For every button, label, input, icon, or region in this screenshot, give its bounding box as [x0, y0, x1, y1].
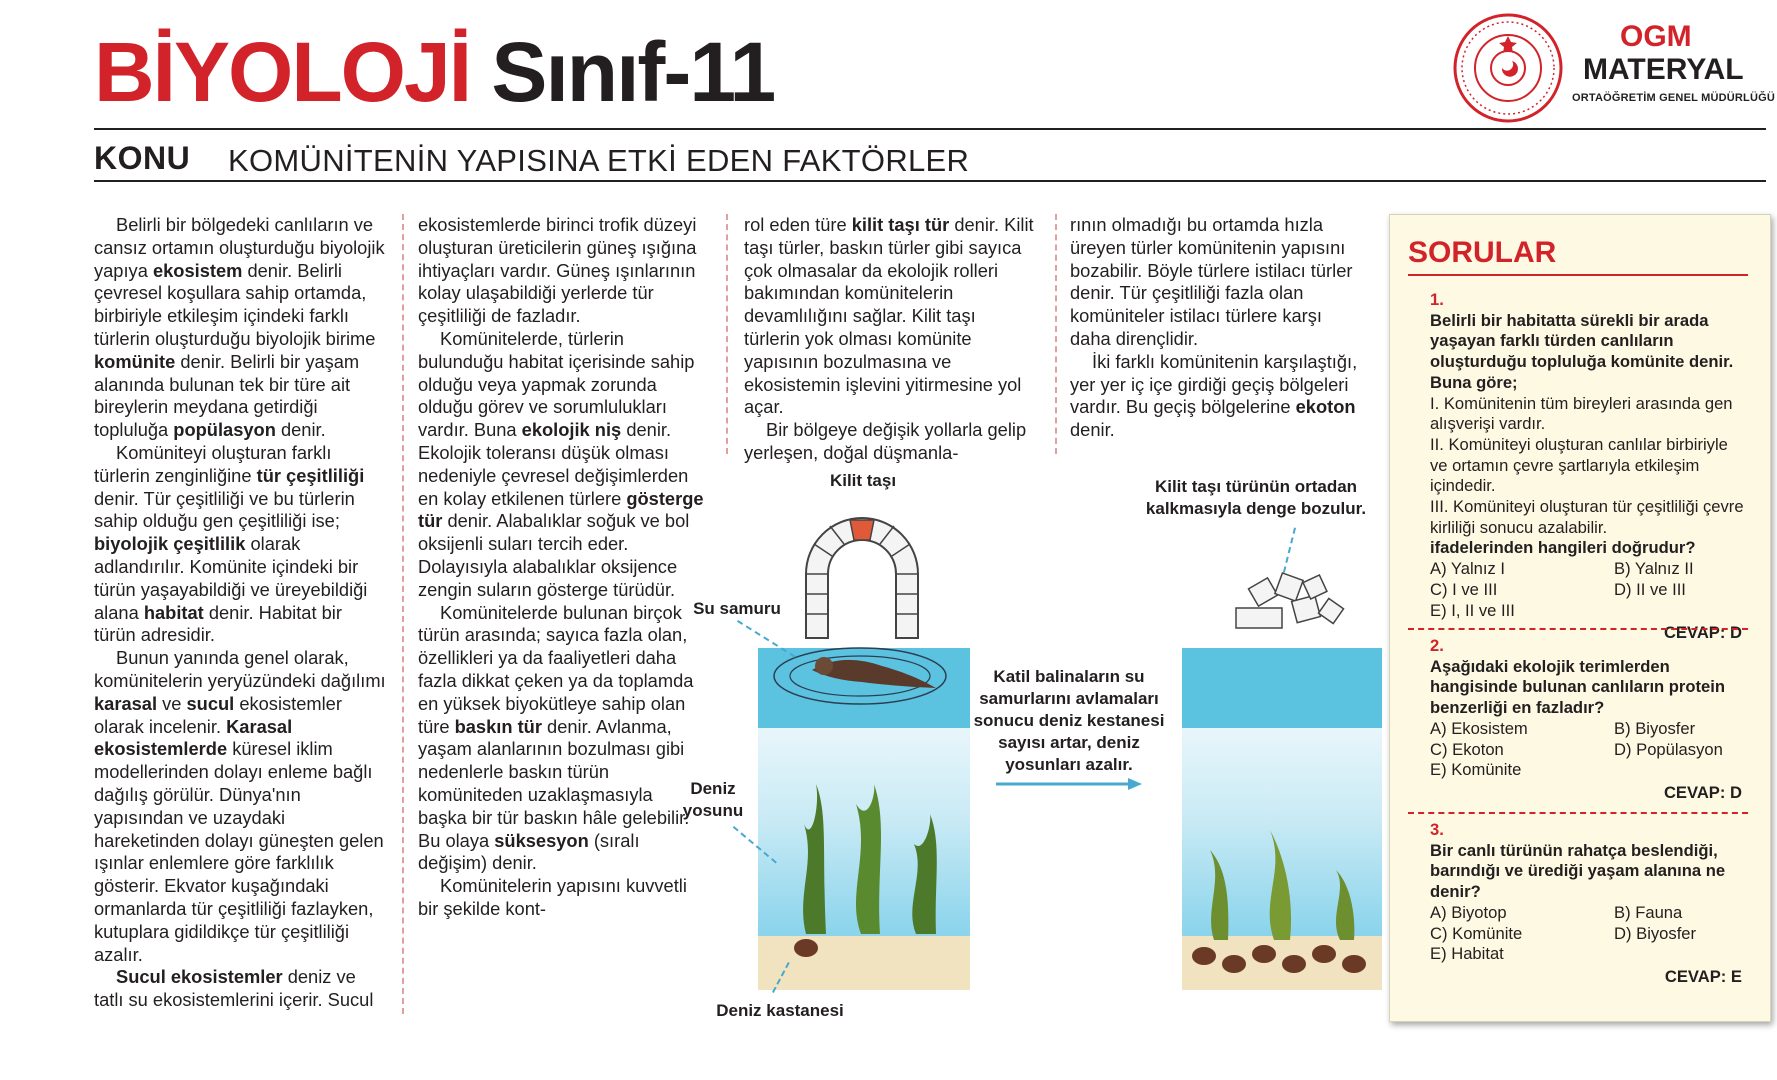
- answer-options: [1408, 719, 1750, 781]
- answer-options: [1408, 559, 1750, 621]
- right-caption: [1126, 476, 1386, 520]
- seaweed-label-line1: Deniz: [690, 779, 736, 798]
- otter-label: Su samuru: [693, 599, 781, 618]
- sea-urchin-icon: [776, 930, 836, 960]
- key-term: baskın tür: [454, 715, 542, 737]
- question-statement: III. Komüniteyi oluşturan tür çeşitliliği çevre kirliliği sonucu azalabilir.: [1430, 497, 1744, 537]
- title-subject: BİYOLOJİ: [94, 25, 471, 119]
- key-term: karasal: [94, 692, 158, 714]
- answer-key: CEVAP: D: [1663, 782, 1742, 802]
- body-paragraph: Belirli bir bölgedeki canlıların ve cansız ortamın oluşturduğu biyolojik yapıya ekosistem denir. Belirli çevresel koşullara sahip ortamda, birbiriyle etkileşim içindeki farklı türlerin oluşturduğu biyolojik birime komünite denir. Belirli bir yaşam alanında bulunan tek bir türe ait bireylerin meydana getirdiği topluluğa popülasyon denir.: [94, 214, 385, 441]
- option-c[interactable]: C) I ve III: [1430, 579, 1498, 599]
- option-e[interactable]: E) I, II ve III: [1430, 600, 1515, 620]
- header-rule-top: [94, 128, 1766, 130]
- middle-caption-line3: sonucu deniz kestanesi: [973, 711, 1165, 730]
- key-term: sucul: [186, 692, 235, 714]
- column-divider: [726, 214, 728, 454]
- title-grade: Sınıf-11: [491, 25, 775, 119]
- body-paragraph: Komüniteyi oluşturan farklı türlerin zenginliğine tür çeşitliliği denir. Tür çeşitliliği ve bu türlerin sahip olduğu gen çeşitliliği ise; biyolojik çeşitlilik olarak adlandırılır. Komünite içindeki bir türün yaşayabildiği ve üreyebildiği alana habitat denir. Habitat bir türün adresidir.: [94, 441, 368, 646]
- topic-label: KONU: [94, 140, 191, 176]
- header-rule-bottom: [94, 180, 1766, 182]
- stone-arch-icon: [800, 508, 924, 640]
- body-paragraph: rol eden türe kilit taşı tür denir. Kilit taşı türler, baskın türler gibi sayıca çok olmasalar da ekolojik rolleri bakımından komünitelerin devamlılığını sağlar. Kilit taşı türlerin yok olması komünite yapısının bozulmasına ve ekosistemin işlevini yitirmesine yol açar.: [744, 214, 1034, 418]
- page-title: [94, 25, 775, 119]
- text-column-3: [744, 214, 1034, 465]
- body-paragraph: rının olmadığı bu ortamda hızla üreyen türler komünitenin yapısını bozabilir. Böyle türlere istilacı türler denir. Tür çeşitliliği fazla olan komüniteler istilacı türlere karşı daha dirençlidir.: [1070, 214, 1353, 349]
- ministry-seal-icon: [1452, 12, 1564, 124]
- key-term: gösterge tür: [418, 487, 704, 532]
- body-paragraph: ekosistemlerde birinci trofik düzeyi oluşturan üreticilerin güneş ışığına ihtiyaçları vardır. Güneş ışınlarının kolay ulaşabildiği yerlerde tür çeşitliliği de fazladır.: [418, 214, 697, 327]
- keystone-label: Kilit taşı: [829, 471, 897, 490]
- question-3: [1408, 820, 1750, 988]
- key-term: habitat: [143, 601, 204, 623]
- question-divider: [1408, 812, 1748, 814]
- question-stem: Aşağıdaki ekolojik terimlerden hangisinde bulunan canlıların protein benzerliği en fazladır?: [1430, 656, 1726, 718]
- question-number: 1.: [1430, 290, 1444, 309]
- option-b[interactable]: B) Fauna: [1614, 902, 1683, 922]
- questions-title: SORULAR: [1408, 236, 1557, 269]
- question-1: [1408, 290, 1750, 644]
- key-term: ekolojik niş: [521, 419, 622, 441]
- option-d[interactable]: D) II ve III: [1614, 579, 1686, 599]
- body-paragraph: Komünitelerin yapısını kuvvetli bir şekilde kont-: [418, 875, 687, 919]
- key-term: Sucul ekosistemler: [116, 966, 283, 988]
- tank-right-surface: [1182, 648, 1382, 728]
- option-a[interactable]: A) Yalnız I: [1430, 559, 1506, 579]
- key-term: komünite: [94, 350, 176, 372]
- question-divider: [1408, 628, 1748, 630]
- option-c[interactable]: C) Komünite: [1430, 923, 1523, 943]
- question-statement: II. Komüniteyi oluşturan canlılar birbiriyle ve ortamın çevre şartlarıyla etkileşim içindedir.: [1430, 434, 1728, 496]
- question-number: 3.: [1430, 820, 1444, 839]
- question-stem: Bir canlı türünün rahatça beslendiği, barındığı ve ürediği yaşam alanına ne denir?: [1430, 840, 1726, 902]
- question-stem-end: ifadelerinden hangileri doğrudur?: [1430, 538, 1696, 558]
- question-2: [1408, 636, 1750, 804]
- question-number: 2.: [1430, 636, 1444, 655]
- middle-caption: [968, 666, 1170, 776]
- topic-title: KOMÜNİTENİN YAPISINA ETKİ EDEN FAKTÖRLER: [228, 143, 970, 178]
- body-paragraph: İki farklı komünitenin karşılaştığı, yer yer iç içe girdiği geçiş bölgeleri vardır. Bu geçiş bölgelerine ekoton denir.: [1070, 350, 1358, 441]
- seaweed-dense-icon: [776, 784, 956, 934]
- key-term: ekoton: [1295, 396, 1356, 418]
- body-paragraph: Sucul ekosistemler deniz ve tatlı su ekosistemlerini içerir. Sucul: [94, 966, 374, 1011]
- question-stem: Belirli bir habitatta sürekli bir arada yaşayan farklı türden canlıların oluşturduğu topluluğa komünite denir. Buna göre;: [1430, 310, 1734, 392]
- key-term: popülasyon: [173, 419, 276, 441]
- right-arrow-icon: [994, 776, 1144, 792]
- body-paragraph: Komünitelerde, türlerin bulunduğu habitat içerisinde sahip olduğu veya yapmak zorunda olduğu görev ve sorumlulukları vardır. Buna ekolojik niş denir. Ekolojik toleransı düşük olması nedeniyle çevresel değişimlerden en kolay etkilenen türlere gösterge tür denir. Alabalıklar soğuk ve bol oksijenli suları tercih eder. Dolayısıyla alabalıklar oksijence zengin suların gösterge türüdür.: [418, 327, 704, 600]
- seaweed-sparse-icon: [1190, 830, 1376, 940]
- sea-urchins-many-icon: [1186, 936, 1378, 980]
- option-e[interactable]: E) Habitat: [1430, 944, 1504, 964]
- option-e[interactable]: E) Komünite: [1430, 760, 1522, 780]
- option-b[interactable]: B) Biyosfer: [1614, 718, 1696, 738]
- sea-otter-icon: [772, 646, 948, 706]
- option-d[interactable]: D) Popülasyon: [1614, 739, 1723, 759]
- key-term: süksesyon: [494, 829, 589, 851]
- option-a[interactable]: A) Ekosistem: [1430, 718, 1528, 738]
- middle-caption-line1: Katil balinaların su: [993, 667, 1145, 686]
- key-term: biyolojik çeşitlilik: [94, 533, 246, 555]
- answer-key: CEVAP: E: [1664, 966, 1742, 986]
- column-divider: [1055, 214, 1057, 454]
- logo-subtitle: ORTAÖĞRETİM GENEL MÜDÜRLÜĞÜ: [1572, 92, 1775, 104]
- middle-caption-line5: yosunları azalır.: [1005, 755, 1133, 774]
- option-c[interactable]: C) Ekoton: [1430, 739, 1504, 759]
- option-d[interactable]: D) Biyosfer: [1614, 923, 1697, 943]
- question-statement: I. Komünitenin tüm bireyleri arasında gen alışverişi vardır.: [1430, 393, 1733, 434]
- collapsed-stones-icon: [1232, 568, 1350, 632]
- text-column-4: [1070, 214, 1362, 442]
- answer-options: [1408, 903, 1750, 965]
- middle-caption-line2: samurlarını avlamaları: [979, 689, 1159, 708]
- column-divider: [402, 214, 404, 1014]
- option-b[interactable]: B) Yalnız II: [1614, 559, 1694, 579]
- key-term: kilit taşı tür: [851, 214, 950, 235]
- seaweed-label: [676, 778, 750, 822]
- urchin-label: Deniz kastanesi: [716, 1001, 844, 1020]
- right-caption-line1: Kilit taşı türünün ortadan: [1154, 477, 1358, 496]
- body-paragraph: Bir bölgeye değişik yollarla gelip yerleşen, doğal düşmanla-: [744, 419, 1027, 463]
- seaweed-label-line2: yosunu: [682, 801, 744, 820]
- key-term: ekosistem: [152, 259, 243, 281]
- text-column-1: [94, 214, 386, 1012]
- body-paragraph: Bunun yanında genel olarak, komünitelerin yeryüzündeki dağılımı karasal ve sucul ekosistemler olarak incelenir. Karasal ekosistemlerde küresel iklim modellerinden dolayı enleme bağlı dağılış görülür. Dünya'nın yapısından ve uzaydaki hareketinden dolayı güneşten gelen ışınlar enlemlere göre farklılık gösterir. Ekvator kuşağındaki ormanlarda tür çeşitliliği fazlayken, kutuplara gidildikçe tür çeşitliliği azalır.: [94, 647, 386, 965]
- right-caption-line2: kalkmasıyla denge bozulur.: [1145, 499, 1367, 518]
- questions-title-rule: [1408, 274, 1748, 276]
- middle-caption-line4: sayısı artar, deniz: [998, 733, 1140, 752]
- text-column-2: [418, 214, 706, 921]
- logo-materyal-text: MATERYAL: [1583, 53, 1744, 86]
- key-term: Karasal ekosistemlerde: [94, 715, 293, 760]
- answer-key: CEVAP: D: [1663, 623, 1742, 643]
- body-paragraph: Komünitelerde bulunan birçok türün arasında; sayıca fazla olan, özellikleri ya da faaliyetleri daha fazla dikkat çeken ya da toplamda en yüksek biyokütleye sahip olan türe baskın tür denir. Avlanma, yaşam alanlarının bozulması gibi nedenlerle baskın türün komüniteden uzaklaşmasıyla başka bir tür baskın hâle gelebilir. Bu olaya süksesyon (sıralı değişim) denir.: [418, 601, 694, 874]
- key-term: tür çeşitliliği: [256, 464, 365, 486]
- logo-ogm-text: OGM: [1620, 20, 1692, 53]
- option-a[interactable]: A) Biyotop: [1430, 902, 1507, 922]
